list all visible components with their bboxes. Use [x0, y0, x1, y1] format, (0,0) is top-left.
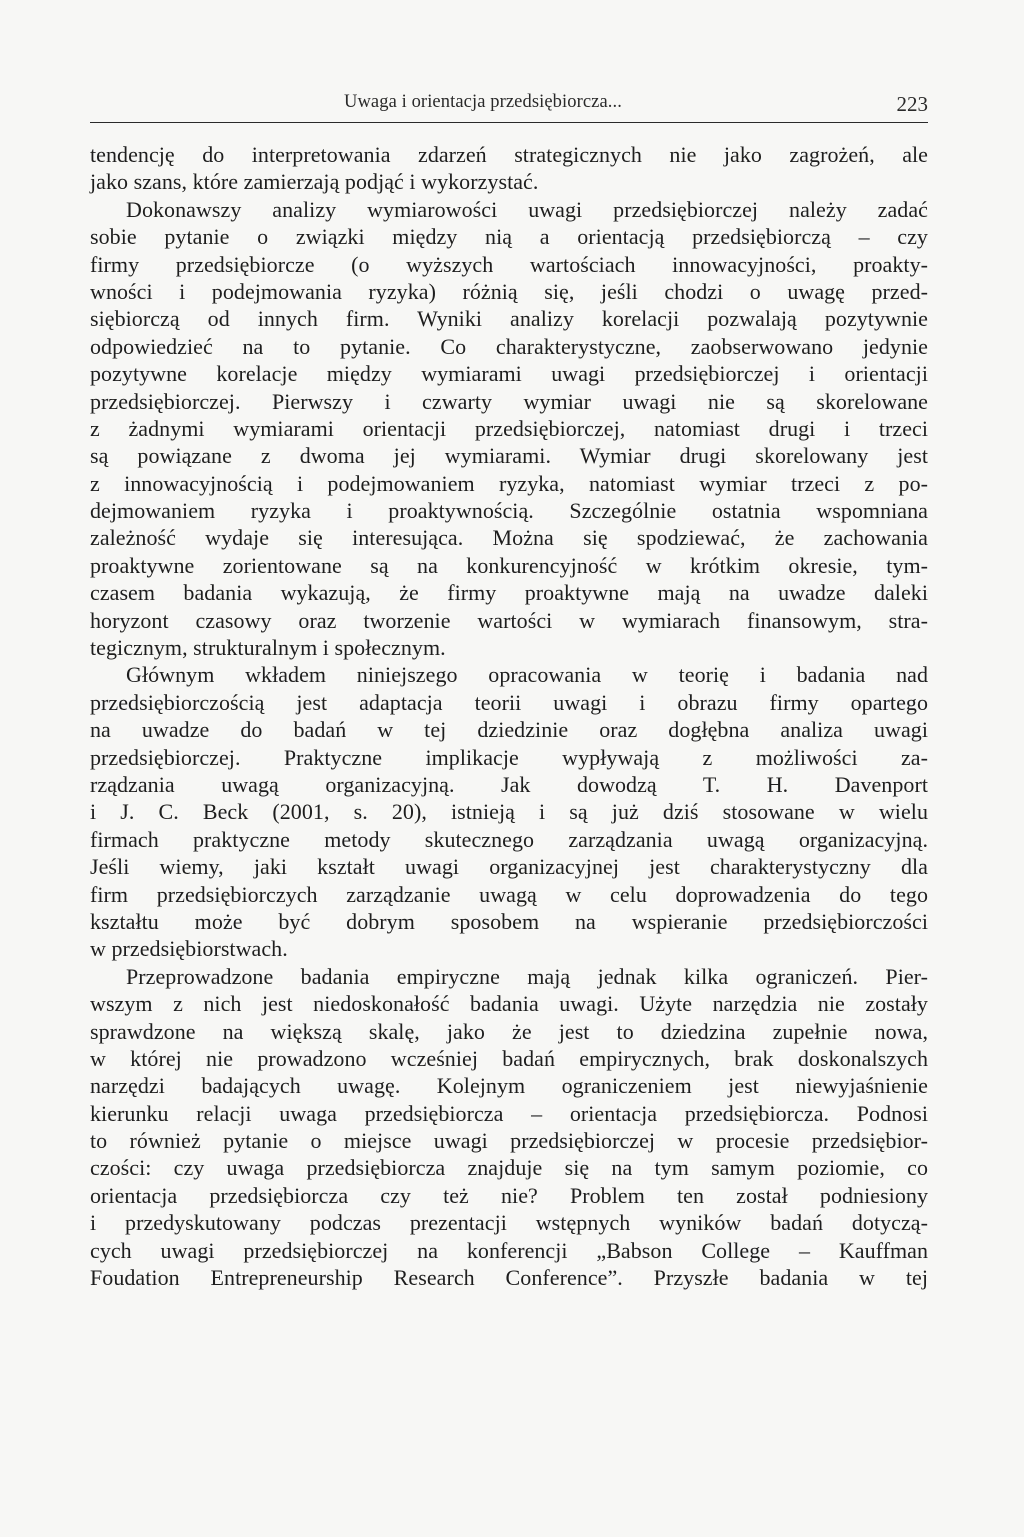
page-number: 223 [896, 92, 928, 116]
text-line: i przedyskutowany podczas prezentacji wstępnych wyników badań dotyczą- [90, 1210, 928, 1236]
text-line: kierunku relacji uwaga przedsiębiorcza – orientacja przedsiębiorcza. Podnosi [90, 1100, 928, 1126]
text-line: sobie pytanie o związki między nią a orientacją przedsiębiorczą – czy [90, 224, 928, 250]
text-line: horyzont czasowy oraz tworzenie wartości w wymiarach finansowym, stra- [90, 607, 928, 633]
text-line: sprawdzone na większą skalę, jako że jest to dziedzina zupełnie nowa, [90, 1018, 928, 1044]
text-line: odpowiedzieć na to pytanie. Co charakterystyczne, zaobserwowano jedynie [90, 333, 928, 359]
text-line: cych uwagi przedsiębiorczej na konferencji „Babson College – Kauffman [90, 1237, 928, 1263]
running-title: Uwaga i orientacja przedsiębiorcza... [344, 92, 622, 112]
text-line: są powiązane z dwoma jej wymiarami. Wymiar drugi skorelowany jest [90, 443, 928, 469]
text-line: siębiorczą od innych firm. Wyniki analizy korelacji pozwalają pozytywnie [90, 306, 928, 332]
text-line: przedsiębiorczością jest adaptacja teorii uwagi i obrazu firmy opartego [90, 689, 928, 715]
text-line: kształtu może być dobrym sposobem na wspieranie przedsiębiorczości [90, 908, 928, 934]
text-line: firmach praktyczne metody skutecznego zarządzania uwagą organizacyjną. [90, 826, 928, 852]
text-line: czości: czy uwaga przedsiębiorcza znajduje się na tym samym poziomie, co [90, 1155, 928, 1181]
text-line: narzędzi badających uwagę. Kolejnym ograniczeniem jest niewyjaśnienie [90, 1073, 928, 1099]
text-line: to również pytanie o miejsce uwagi przedsiębiorczej w procesie przedsiębior- [90, 1128, 928, 1154]
text-line: Przeprowadzone badania empiryczne mają jednak kilka ograniczeń. Pier- [126, 963, 928, 989]
running-header [90, 88, 928, 123]
text-line: firmy przedsiębiorcze (o wyższych wartościach innowacyjności, proakty- [90, 251, 928, 277]
text-line: rządzania uwagą organizacyjną. Jak dowodzą T. H. Davenport [90, 771, 928, 797]
text-line: wności i podejmowania ryzyka) różnią się, jeśli chodzi o uwagę przed- [90, 278, 928, 304]
text-line: orientacja przedsiębiorcza czy też nie? Problem ten został podniesiony [90, 1182, 928, 1208]
text-line: z innowacyjnością i podejmowaniem ryzyka, natomiast wymiar trzeci z po- [90, 470, 928, 496]
text-line: na uwadze do badań w tej dziedzinie oraz dogłębna analiza uwagi [90, 717, 928, 743]
text-line: z żadnymi wymiarami orientacji przedsiębiorczej, natomiast drugi i trzeci [90, 415, 928, 441]
text-line: przedsiębiorczej. Praktyczne implikacje wypływają z możliwości za- [90, 744, 928, 770]
text-line: Foudation Entrepreneurship Research Conference”. Przyszłe badania w tej [90, 1265, 928, 1291]
text-line: pozytywne korelacje między wymiarami uwagi przedsiębiorczej i orientacji [90, 361, 928, 387]
text-line: tegicznym, strukturalnym i społecznym. [90, 635, 446, 661]
text-line: w której nie prowadzono wcześniej badań empirycznych, brak doskonalszych [90, 1045, 928, 1071]
text-line: Dokonawszy analizy wymiarowości uwagi przedsiębiorczej należy zadać [126, 196, 928, 222]
document-page [90, 88, 928, 1291]
text-line: jako szans, które zamierzają podjąć i wykorzystać. [90, 169, 539, 195]
text-line: firm przedsiębiorczych zarządzanie uwagą w celu doprowadzenia do tego [90, 881, 928, 907]
text-line: przedsiębiorczej. Pierwszy i czwarty wymiar uwagi nie są skorelowane [90, 388, 928, 414]
text-line: zależność wydaje się interesująca. Można się spodziewać, że zachowania [90, 525, 928, 551]
text-line: i J. C. Beck (2001, s. 20), istnieją i są już dziś stosowane w wielu [90, 799, 928, 825]
body-text [90, 141, 928, 1291]
text-line: w przedsiębiorstwach. [90, 936, 288, 962]
text-line: dejmowaniem ryzyka i proaktywnością. Szczególnie ostatnia wspomniana [90, 498, 928, 524]
text-line: proaktywne zorientowane są na konkurencyjność w krótkim okresie, tym- [90, 552, 928, 578]
text-line: tendencję do interpretowania zdarzeń strategicznych nie jako zagrożeń, ale [90, 142, 928, 167]
text-line: Jeśli wiemy, jaki kształt uwagi organizacyjnej jest charakterystyczny dla [90, 854, 928, 880]
text-line: wszym z nich jest niedoskonałość badania uwagi. Użyte narzędzia nie zostały [90, 991, 928, 1017]
text-line: Głównym wkładem niniejszego opracowania w teorię i badania nad [126, 662, 928, 688]
text-line: czasem badania wykazują, że firmy proaktywne mają na uwadze daleki [90, 580, 928, 606]
